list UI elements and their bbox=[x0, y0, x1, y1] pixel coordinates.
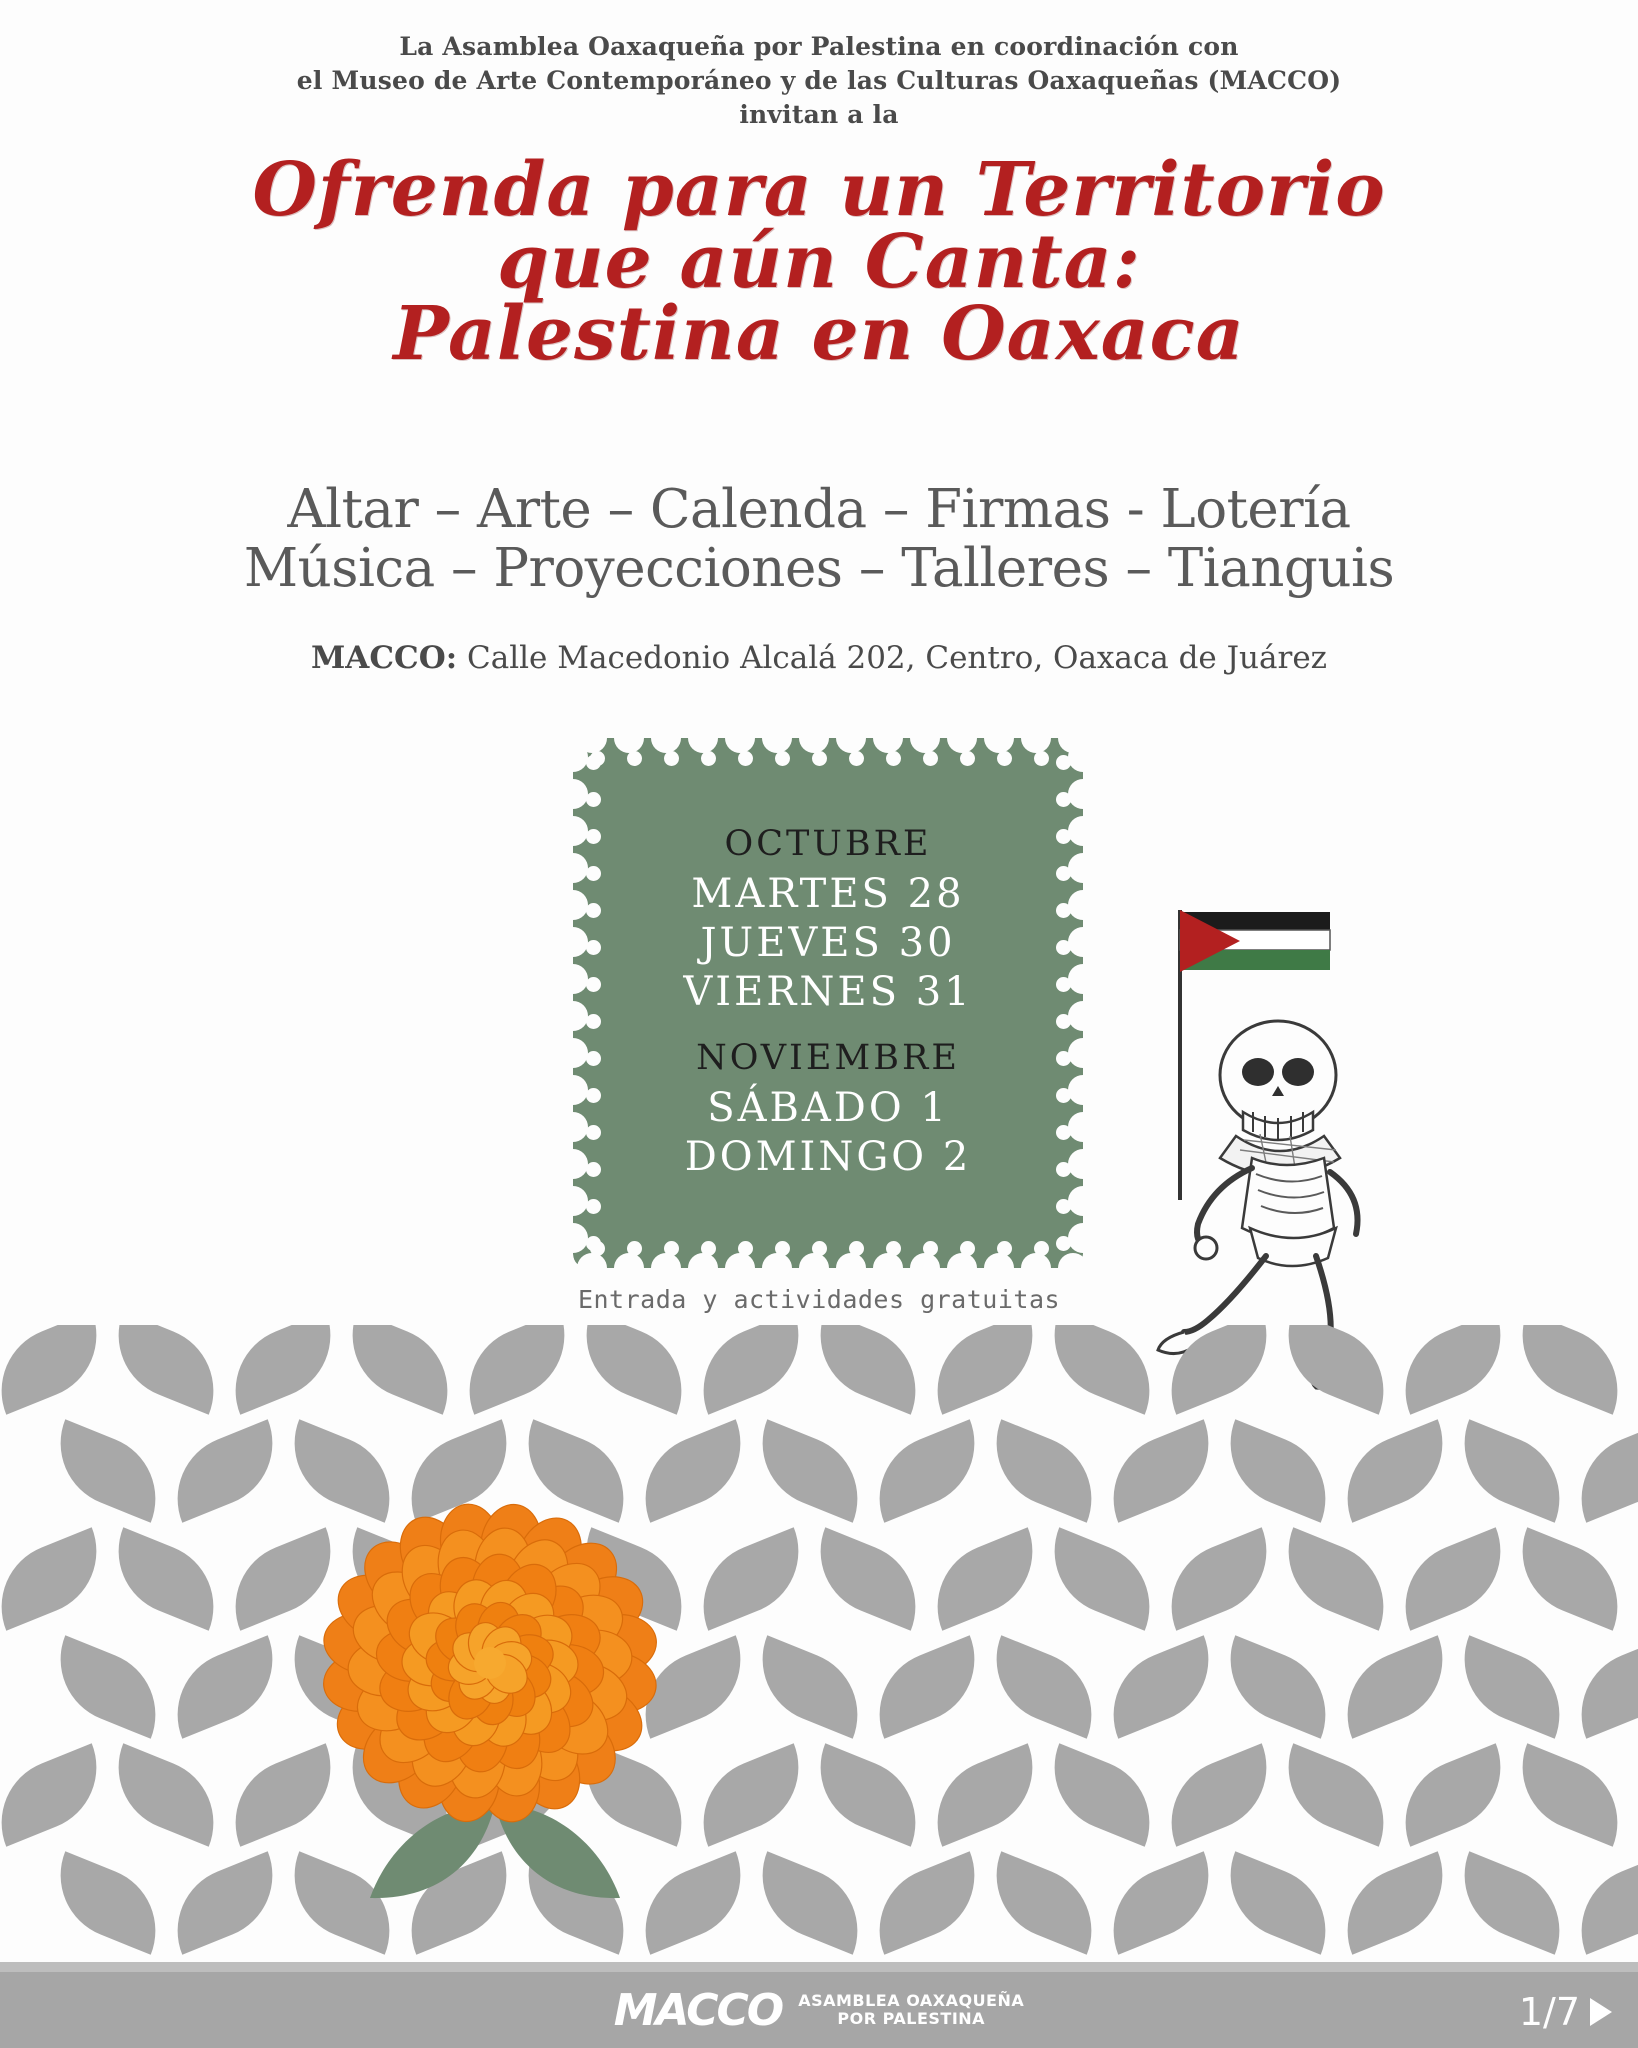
leaf-shape bbox=[1152, 1325, 1285, 1415]
leaf-shape bbox=[1152, 1743, 1285, 1847]
leaf-shape bbox=[99, 1325, 232, 1415]
date-november-1: SÁBADO 1 bbox=[707, 1085, 949, 1132]
leaf-shape bbox=[1445, 1851, 1578, 1955]
leaf-shape bbox=[1562, 1635, 1638, 1739]
leaf-shape bbox=[0, 1527, 116, 1631]
activities-line-2: Música – Proyecciones – Talleres – Tianguis bbox=[243, 538, 1395, 600]
footer-divider bbox=[0, 1962, 1638, 1972]
leaf-shape bbox=[977, 1419, 1110, 1523]
leaf-shape bbox=[860, 1851, 993, 1955]
leaf-shape bbox=[1094, 1851, 1227, 1955]
leaf-shape bbox=[977, 1851, 1110, 1955]
next-page-icon[interactable] bbox=[1590, 1998, 1612, 2026]
intro-line-1: La Asamblea Oaxaqueña por Palestina en coordinación con bbox=[399, 32, 1239, 61]
venue-address bbox=[0, 640, 1638, 676]
page-indicator: 1/7 bbox=[1518, 1990, 1580, 2034]
leaf-shape bbox=[684, 1527, 817, 1631]
assembly-line-2: POR PALESTINA bbox=[837, 2009, 986, 2028]
leaf-shape bbox=[801, 1325, 934, 1415]
date-card-text bbox=[573, 738, 1083, 1268]
activities-list bbox=[0, 480, 1638, 599]
leaf-shape bbox=[333, 1325, 466, 1415]
leaf-shape bbox=[1211, 1419, 1344, 1523]
leaf-shape bbox=[1562, 1851, 1638, 1955]
leaf-shape bbox=[1445, 1635, 1578, 1739]
month-october: OCTUBRE bbox=[724, 824, 932, 864]
leaf-shape bbox=[41, 1635, 174, 1739]
leaf-shape bbox=[99, 1743, 232, 1847]
venue-street: Calle Macedonio Alcalá 202, Centro, Oaxaca de Juárez bbox=[457, 640, 1328, 676]
leaf-pattern-background bbox=[0, 1325, 1638, 1965]
leaf-shape bbox=[1503, 1527, 1636, 1631]
leaf-shape bbox=[41, 1851, 174, 1955]
leaf-shape bbox=[1094, 1419, 1227, 1523]
leaf-shape bbox=[1445, 1419, 1578, 1523]
intro-text bbox=[0, 30, 1638, 131]
footer-brand-group bbox=[614, 1985, 1025, 2036]
title-line-2: que aún Canta: bbox=[497, 218, 1141, 305]
footer-bar bbox=[0, 1972, 1638, 2048]
leaf-shape bbox=[1386, 1325, 1519, 1415]
marigold-center bbox=[474, 1647, 506, 1679]
activities-line-1: Altar – Arte – Calenda – Firmas - Lotería bbox=[287, 479, 1351, 540]
leaf-shape bbox=[1503, 1325, 1636, 1415]
leaf-shape bbox=[1562, 1419, 1638, 1523]
date-october-1: MARTES 28 bbox=[691, 871, 965, 917]
leaf-shape bbox=[1503, 1743, 1636, 1847]
leaf-shape bbox=[1386, 1527, 1519, 1631]
leaf-shape bbox=[567, 1325, 700, 1415]
leaf-shape bbox=[918, 1743, 1051, 1847]
title-line-3: Palestina en Oaxaca bbox=[393, 290, 1245, 377]
date-card bbox=[573, 738, 1083, 1268]
leaf-shape bbox=[860, 1635, 993, 1739]
leaf-shape bbox=[1328, 1635, 1461, 1739]
leaf-shape bbox=[1094, 1635, 1227, 1739]
assembly-credit bbox=[798, 1992, 1024, 2029]
leaf-shape bbox=[977, 1635, 1110, 1739]
leaf-shape bbox=[1035, 1527, 1168, 1631]
leaf-shape bbox=[743, 1635, 876, 1739]
leaf-shape bbox=[1269, 1527, 1402, 1631]
marigold-flower bbox=[320, 1495, 660, 1825]
date-october-2: JUEVES 30 bbox=[700, 919, 956, 966]
leaf-shape bbox=[1328, 1851, 1461, 1955]
assembly-line-1: ASAMBLEA OAXAQUEÑA bbox=[798, 1990, 1025, 2010]
leaf-shape bbox=[158, 1419, 291, 1523]
free-entry-note: Entrada y actividades gratuitas bbox=[577, 1285, 1061, 1314]
page-title bbox=[0, 147, 1638, 377]
leaf-shape bbox=[41, 1419, 174, 1523]
leaf-shape bbox=[216, 1325, 349, 1415]
leaf-shape bbox=[801, 1527, 934, 1631]
leaf-shape bbox=[0, 1743, 116, 1847]
month-november: NOVIEMBRE bbox=[696, 1038, 960, 1079]
leaf-shape bbox=[1386, 1743, 1519, 1847]
leaf-shape bbox=[1269, 1325, 1402, 1415]
intro-line-3: invitan a la bbox=[739, 99, 899, 129]
date-november-2: DOMINGO 2 bbox=[684, 1134, 972, 1181]
leaf-shape bbox=[1035, 1325, 1168, 1415]
leaf-shape bbox=[450, 1325, 583, 1415]
leaf-shape bbox=[1211, 1635, 1344, 1739]
leaf-shape bbox=[918, 1527, 1051, 1631]
leaf-shape bbox=[743, 1419, 876, 1523]
leaf-shape bbox=[918, 1325, 1051, 1415]
leaf-shape bbox=[801, 1743, 934, 1847]
venue-label: MACCO: bbox=[310, 640, 458, 676]
leaf-shape bbox=[684, 1325, 817, 1415]
leaf-shape bbox=[1328, 1419, 1461, 1523]
leaf-shape bbox=[684, 1743, 817, 1847]
leaf-shape bbox=[1035, 1743, 1168, 1847]
page-indicator-group bbox=[1519, 1990, 1612, 2034]
intro-line-2: el Museo de Arte Contemporáneo y de las Culturas Oaxaqueñas (MACCO) bbox=[296, 65, 1342, 95]
leaf-shape bbox=[1211, 1851, 1344, 1955]
leaf-shape bbox=[1269, 1743, 1402, 1847]
leaf-shape bbox=[158, 1635, 291, 1739]
leaf-shape bbox=[158, 1851, 291, 1955]
leaf-shape bbox=[1152, 1527, 1285, 1631]
leaf-shape bbox=[860, 1419, 993, 1523]
leaf-shape bbox=[0, 1325, 116, 1415]
date-october-3: VIERNES 31 bbox=[683, 968, 973, 1015]
leaf-shape bbox=[99, 1527, 232, 1631]
title-line-1: Ofrenda para un Territorio bbox=[252, 147, 1386, 233]
macco-logo: MACCO bbox=[613, 1984, 783, 2036]
leaf-shape bbox=[743, 1851, 876, 1955]
